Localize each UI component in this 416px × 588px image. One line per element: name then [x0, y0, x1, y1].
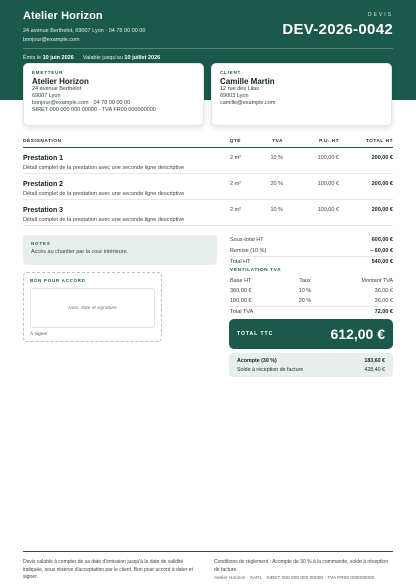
footer-payment-terms: [214, 559, 394, 583]
emitter-title: ÉMETTEUR: [32, 70, 64, 75]
document-number: DEV-2026-0042: [282, 21, 393, 38]
client-title: CLIENT: [220, 70, 242, 75]
item-name: Prestation 1: [23, 154, 64, 162]
items-header-row: [23, 137, 393, 147]
client-street: 12 rue des Lilas: [220, 86, 259, 92]
vat-base: 360,00 €: [230, 288, 252, 294]
total-ht-label: Total HT: [230, 259, 251, 265]
item-unit-price: 100,00 €: [283, 199, 339, 225]
notes-title: NOTES: [31, 241, 51, 246]
item-designation: [23, 199, 213, 225]
total-ttc-box: [229, 319, 393, 349]
col-designation: DÉSIGNATION: [23, 137, 213, 147]
emitter-legal: SIRET 000 000 000 00000 · TVA FR00 000000000: [32, 107, 156, 113]
vat-header-rate: Taux: [299, 278, 311, 284]
deposit-label: Acompte (30 %): [237, 357, 277, 364]
item-designation: [23, 173, 213, 199]
total-ht-row: [230, 256, 393, 267]
client-email: camille@example.com: [220, 100, 276, 106]
item-unit-price: 100,00 €: [283, 147, 339, 173]
client-city: 69003 Lyon: [220, 93, 249, 99]
item-total-value: 200,00 €: [371, 180, 393, 187]
vat-amount: 36,00 €: [374, 288, 393, 294]
sign-label: À signer: [30, 332, 48, 337]
balance-row: [237, 365, 385, 374]
client-name: Camille Martin: [220, 77, 275, 86]
emitter-card: [23, 63, 204, 126]
payment-terms-text: Conditions de règlement : Acompte de 30 % à la commande, solde à réception de facture.: [214, 559, 388, 573]
item-name: Prestation 3: [23, 206, 64, 214]
col-qte: QTÉ: [213, 137, 241, 147]
footer-validity-note: Devis valable à compter de sa date d'émission jusqu'à la date de validité indiquée, sous réserve d'acceptation par le client. Bon pour accord à dater et signer.: [23, 559, 193, 580]
subtotal-value: 600,00 €: [371, 236, 393, 243]
item-designation: [23, 147, 213, 173]
vat-rate: 10 %: [298, 288, 312, 294]
vat-amount: 36,00 €: [374, 298, 393, 304]
vat-breakdown-title: VENTILATION TVA: [230, 268, 282, 273]
item-unit-price: 100,00 €: [283, 173, 339, 199]
issued-date: 10 juin 2026: [42, 55, 74, 61]
company-contact: [23, 27, 145, 45]
table-row: [23, 199, 393, 225]
table-row: [23, 147, 393, 173]
deposit-row: [237, 356, 385, 365]
discount-label: Remise (10 %): [230, 247, 267, 254]
item-tva: 10 %: [241, 199, 283, 225]
vat-rate: 20 %: [298, 298, 312, 304]
valid-label: Valable jusqu’au: [82, 55, 123, 61]
total-ttc-value: 612,00 €: [330, 326, 385, 342]
notes-box: [23, 235, 217, 265]
total-ttc-label: TOTAL TTC: [237, 331, 274, 337]
items-table: [23, 137, 393, 226]
col-unit-price: P.U. HT: [283, 137, 339, 147]
col-tva: TVA: [241, 137, 283, 147]
item-total-value: 200,00 €: [371, 154, 393, 161]
document-dates: [23, 55, 160, 61]
total-vat-value: 72,00 €: [374, 309, 393, 315]
emitter-street: 24 avenue Berthelot: [32, 86, 82, 92]
item-total: [339, 147, 393, 173]
item-tva: 10 %: [241, 147, 283, 173]
table-row: [23, 173, 393, 199]
document-type-label: DEVIS: [367, 12, 393, 18]
footer-divider: [23, 551, 393, 552]
item-description: Détail complet de la prestation avec une seconde ligne descriptive: [23, 190, 185, 197]
emitter-city: 69007 Lyon: [32, 93, 61, 99]
vat-base: 180,00 €: [230, 298, 252, 304]
item-tva: 20 %: [241, 173, 283, 199]
client-card: [211, 63, 392, 126]
company-name: Atelier Horizon: [23, 10, 103, 22]
total-ht-value: 540,00 €: [371, 259, 393, 265]
emitter-name: Atelier Horizon: [32, 77, 89, 86]
item-description: Détail complet de la prestation avec une seconde ligne descriptive: [23, 216, 185, 223]
deposit-value: 183,60 €: [364, 357, 385, 364]
col-total: TOTAL HT: [339, 137, 393, 147]
issued-label: Émis le: [23, 55, 42, 61]
totals-panel: [230, 234, 393, 317]
item-total-value: 200,00 €: [371, 206, 393, 213]
vat-breakdown-table: [230, 276, 393, 306]
footer-legal: Atelier Horizon · SARL · SIRET 000 000 000 00000 · TVA FR00 000000000: [214, 576, 375, 581]
item-name: Prestation 2: [23, 180, 64, 188]
discount-row: [230, 245, 393, 256]
emitter-contact: bonjour@example.com · 04 78 00 00 00: [32, 100, 131, 106]
balance-label: Solde à réception de facture: [237, 366, 304, 373]
item-total: [339, 199, 393, 225]
item-total: [339, 173, 393, 199]
item-qte: 2 m²: [213, 199, 241, 225]
item-qte: 2 m²: [213, 147, 241, 173]
item-qte: 2 m²: [213, 173, 241, 199]
discount-value: – 60,00 €: [370, 247, 393, 254]
signature-field[interactable]: Nom, date et signature: [30, 288, 155, 328]
header-divider: [23, 48, 393, 49]
company-address: 24 avenue Berthelot, 69007 Lyon · 04 78 00 00 00: [23, 28, 146, 34]
valid-date: 10 juillet 2026: [124, 55, 161, 61]
total-vat-row: [230, 306, 393, 317]
item-description: Détail complet de la prestation avec une seconde ligne descriptive: [23, 164, 185, 171]
deposit-box: [229, 353, 393, 377]
notes-text: Accès au chantier par la cour intérieure.: [31, 249, 129, 255]
vat-header-amount: Montant TVA: [361, 278, 393, 284]
total-vat-label: Total TVA: [230, 309, 254, 315]
company-email: bonjour@example.com: [23, 37, 80, 43]
balance-value: 428,40 €: [364, 366, 385, 373]
vat-header-base: Base HT: [230, 278, 252, 284]
subtotal-row: [230, 234, 393, 245]
approval-title: BON POUR ACCORD: [30, 278, 86, 283]
subtotal-label: Sous-total HT: [230, 236, 264, 243]
